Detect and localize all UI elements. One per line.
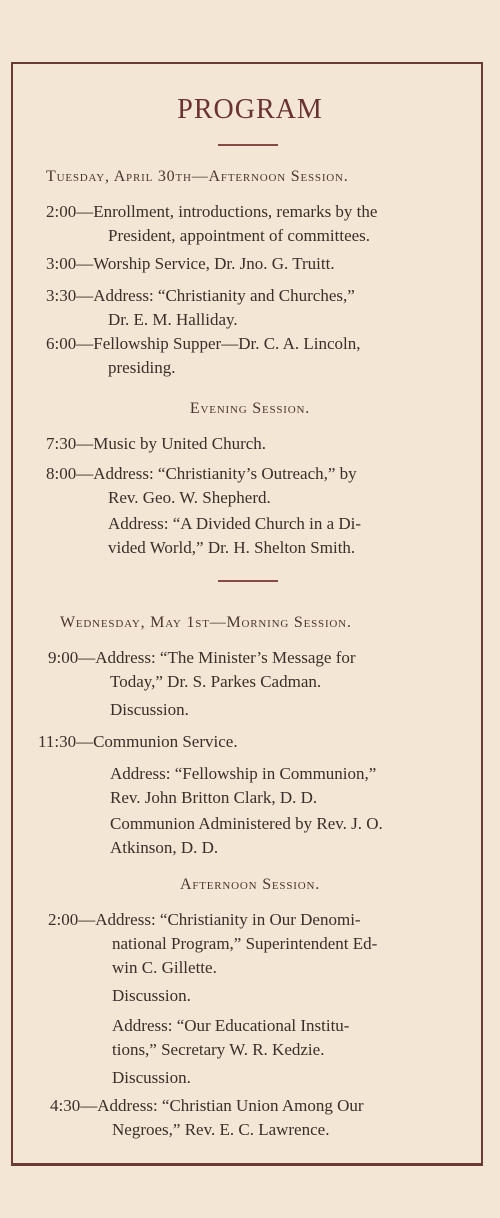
item-text-cont: Today,” Dr. S. Parkes Cadman.	[110, 672, 322, 691]
item-text: —Address: “Christianity and Churches,”	[76, 286, 355, 305]
item-text: Discussion.	[110, 700, 189, 719]
program-item	[38, 730, 238, 754]
item-time: 8:00	[46, 464, 77, 483]
item-time: 2:00	[48, 910, 79, 929]
item-text: —Fellowship Supper—Dr. C. A. Lincoln,	[76, 334, 361, 353]
item-text-cont: vided World,” Dr. H. Shelton Smith.	[108, 538, 356, 557]
program-item	[46, 462, 357, 510]
item-text: Communion Administered by Rev. J. O.	[110, 814, 383, 833]
item-text: Address: “Our Educational Institu-	[112, 1016, 350, 1035]
program-item	[46, 332, 361, 380]
item-text: Discussion.	[112, 986, 191, 1005]
item-text: —Address: “Christianity in Our Denomi-	[78, 910, 361, 929]
program-item-extra	[108, 512, 361, 560]
program-item-extra	[112, 1066, 191, 1090]
item-text-cont: national Program,” Superintendent Ed-	[112, 934, 378, 953]
item-text-cont: presiding.	[108, 358, 176, 377]
item-text-cont: win C. Gillette.	[112, 958, 217, 977]
program-item	[50, 1094, 364, 1142]
program-item-extra	[110, 812, 383, 860]
program-item	[48, 908, 377, 980]
item-text-cont: Negroes,” Rev. E. C. Lawrence.	[112, 1120, 330, 1139]
item-text: —Communion Service.	[76, 732, 238, 751]
program-item	[46, 200, 377, 248]
item-text-cont: Rev. Geo. W. Shepherd.	[108, 488, 271, 507]
item-text-cont: Atkinson, D. D.	[110, 838, 219, 857]
item-text-cont: President, appointment of committees.	[108, 226, 371, 245]
section-rule	[218, 580, 278, 582]
item-time: 2:00	[46, 202, 77, 221]
item-text: —Address: “Christianity’s Outreach,” by	[76, 464, 357, 483]
page-title: PROGRAM	[177, 94, 323, 125]
item-time: 3:00	[46, 254, 77, 273]
afternoon-heading: Afternoon Session.	[179, 876, 321, 893]
item-text: Discussion.	[112, 1068, 191, 1087]
item-time: 7:30	[46, 434, 77, 453]
item-text: Address: “A Divided Church in a Di-	[108, 514, 362, 533]
program-item-extra	[110, 762, 376, 810]
item-text: —Music by United Church.	[76, 434, 267, 453]
item-time: 6:00	[46, 334, 77, 353]
item-time: 9:00	[48, 648, 79, 667]
item-text-cont: tions,” Secretary W. R. Kedzie.	[112, 1040, 325, 1059]
item-time: 4:30	[50, 1096, 81, 1115]
program-item	[46, 432, 266, 456]
program-item-extra	[110, 698, 189, 722]
program-item	[46, 284, 355, 332]
item-time: 11:30	[38, 732, 77, 751]
evening-heading: Evening Session.	[189, 400, 311, 417]
item-time: 3:30	[46, 286, 77, 305]
item-text: —Worship Service, Dr. Jno. G. Truitt.	[76, 254, 335, 273]
tuesday-heading: Tuesday, April 30th—Afternoon Session.	[46, 168, 349, 185]
wednesday-heading: Wednesday, May 1st—Morning Session.	[60, 614, 352, 631]
item-text: —Address: “Christian Union Among Our	[80, 1096, 364, 1115]
item-text: Address: “Fellowship in Communion,”	[110, 764, 377, 783]
program-item-extra	[112, 1014, 349, 1062]
program-item	[46, 252, 335, 276]
item-text: —Enrollment, introductions, remarks by the	[76, 202, 378, 221]
item-text: —Address: “The Minister’s Message for	[78, 648, 356, 667]
program-item-extra	[112, 984, 191, 1008]
title-rule	[218, 144, 278, 146]
item-text-cont: Dr. E. M. Halliday.	[108, 310, 238, 329]
item-text-cont: Rev. John Britton Clark, D. D.	[110, 788, 318, 807]
program-item	[48, 646, 356, 694]
